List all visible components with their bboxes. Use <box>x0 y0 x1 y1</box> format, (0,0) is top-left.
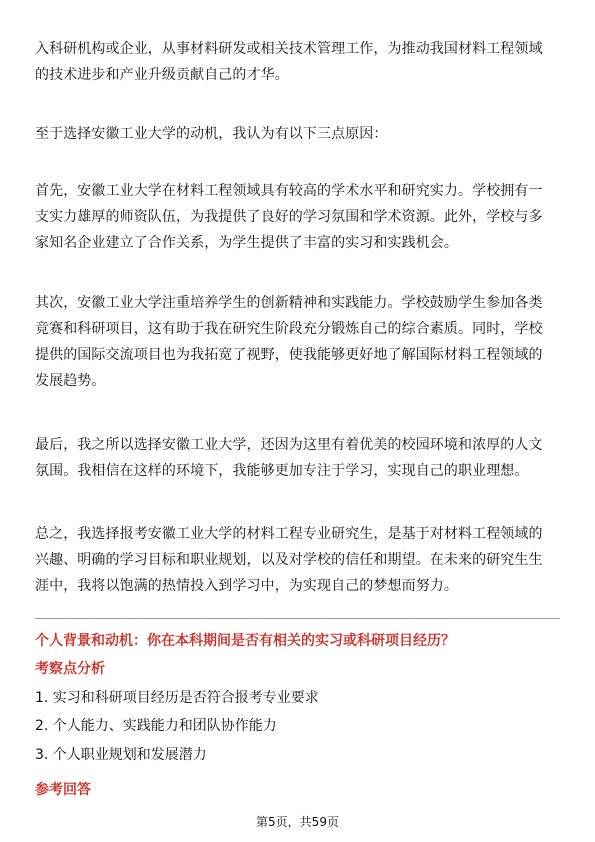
interview-question: 个人背景和动机：你在本科期间是否有相关的实习或科研项目经历？ <box>35 633 455 649</box>
paragraph-line: 总之，我选择报考安徽工业大学的材料工程专业研究生，是基于对材料工程领域的 <box>35 526 543 542</box>
analysis-heading: 考察点分析 <box>35 661 105 677</box>
paragraph-line: 支实力雄厚的师资队伍，为我提供了良好的学习氛围和学术资源。此外，学校与多 <box>35 209 543 225</box>
paragraph-line: 涯中，我将以饱满的热情投入到学习中，为实现自己的梦想而努力。 <box>35 578 458 594</box>
analysis-item: 3. 个人职业规划和发展潜力 <box>35 747 207 763</box>
reference-answer-heading: 参考回答 <box>35 782 91 798</box>
paragraph-line: 其次，安徽工业大学注重培养学生的创新精神和实践能力。学校鼓励学生参加各类 <box>35 295 543 311</box>
page-number: 第5页，共59页 <box>256 815 339 829</box>
paragraph-line: 的技术进步和产业升级贡献自己的才华。 <box>35 67 289 83</box>
paragraph-line: 提供的国际交流项目也为我拓宽了视野，使我能够更好地了解国际材料工程领域的 <box>35 347 543 363</box>
paragraph-line: 家知名企业建立了合作关系，为学生提供了丰富的实习和实践机会。 <box>35 235 458 251</box>
paragraph-line: 发展趋势。 <box>35 373 106 389</box>
paragraph-second-reason <box>35 290 563 394</box>
paragraph-career-goal <box>35 36 563 88</box>
section-divider <box>35 618 560 619</box>
paragraph-line: 首先，安徽工业大学在材料工程领域具有较高的学术水平和研究实力。学校拥有一 <box>35 183 543 199</box>
analysis-item: 2. 个人能力、实践能力和团队协作能力 <box>35 718 277 734</box>
paragraph-line: 至于选择安徽工业大学的动机，我认为有以下三点原因： <box>35 126 388 142</box>
paragraph-line: 氛围。我相信在这样的环境下，我能够更加专注于学习，实现自己的职业理想。 <box>35 463 529 479</box>
paragraph-line: 最后，我之所以选择安徽工业大学，还因为这里有着优美的校园环境和浓厚的人文 <box>35 437 543 453</box>
paragraph-line: 入科研机构或企业，从事材料研发或相关技术管理工作，为推动我国材料工程领域 <box>35 41 543 57</box>
paragraph-third-reason <box>35 432 563 484</box>
paragraph-line: 兴趣、明确的学习目标和职业规划，以及对学校的信任和期望。在未来的研究生生 <box>35 552 543 568</box>
paragraph-line: 竞赛和科研项目，这有助于我在研究生阶段充分锻炼自己的综合素质。同时，学校 <box>35 321 543 337</box>
paragraph-first-reason <box>35 178 563 256</box>
paragraph-motivation-intro <box>35 121 563 147</box>
paragraph-conclusion <box>35 521 563 599</box>
analysis-item: 1. 实习和科研项目经历是否符合报考专业要求 <box>35 690 319 706</box>
